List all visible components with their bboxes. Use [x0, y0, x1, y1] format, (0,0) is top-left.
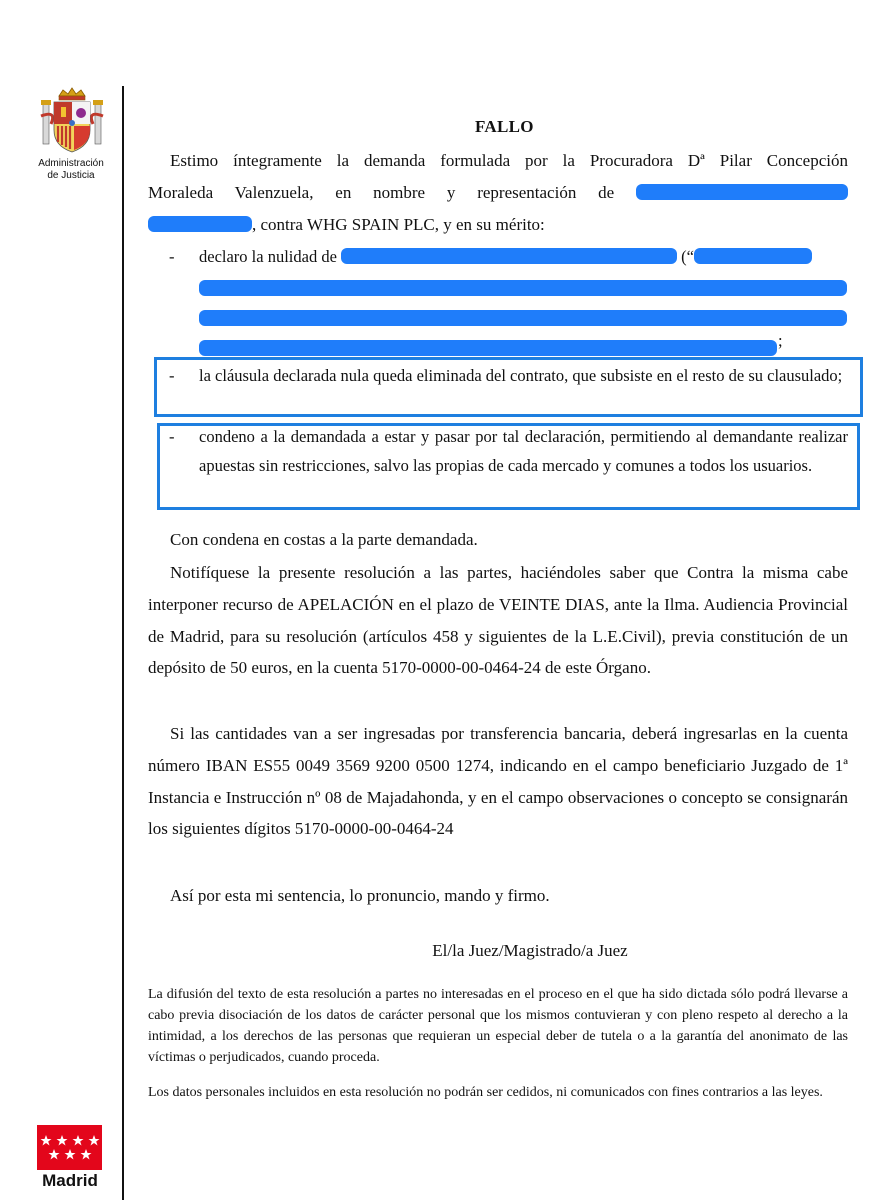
crest-label-line1: Administración [38, 158, 104, 169]
section-title: FALLO [475, 117, 534, 136]
redacted-name-cont [148, 216, 252, 232]
redacted-clause-quote [694, 248, 812, 264]
madrid-label: Madrid [42, 1171, 98, 1190]
crest-label [28, 158, 114, 182]
costas-text: Con condena en costas a la parte demandada. [170, 530, 478, 549]
list-item-clausula [148, 361, 848, 390]
opening-line-1: Estimo íntegramente la demanda formulada por la Procuradora Dª Pilar Concepción [170, 151, 848, 170]
margin-rule [122, 86, 124, 1200]
costas-paragraph [148, 524, 848, 556]
signature-line: El/la Juez/Magistrado/a Juez [432, 941, 628, 960]
coat-of-arms-logo [37, 86, 107, 156]
datos-note: Los datos personales incluidos en esta resolución no podrán ser cedidos, ni comunicados con fines contrarios a las leyes. [148, 1085, 823, 1100]
opening-paragraph [148, 145, 848, 240]
list-item-nulidad [148, 241, 848, 272]
redacted-line-2 [199, 280, 847, 296]
list-item-1-end: ; [778, 331, 783, 350]
redacted-clause [341, 248, 677, 264]
notifiquese-text: Notifíquese la presente resolución a las partes, haciéndoles saber que Contra la misma cabe interponer recurso de APELACIÓN en el plazo de VEINTE DIAS, ante la Ilma. Audiencia Provincial de Madrid, para su resolución (artículos 458 y siguientes de la L.E.Civil), previa constitución de un depósito de 50 euros, en la cuenta 5170-0000-00-0464-24 de este Órgano. [148, 563, 848, 678]
list-item-1 [148, 241, 848, 272]
redacted-name [636, 184, 848, 200]
sentencia-paragraph [148, 880, 848, 912]
list-item-2-text: la cláusula declarada nula queda eliminada del contrato, que subsiste en el resto de su clausulado; [199, 366, 843, 385]
transferencia-text: Si las cantidades van a ser ingresadas por transferencia bancaria, deberá ingresarlas en la cuenta número IBAN ES55 0049 3569 9200 0500 1274, indicando en el campo beneficiario Juzgado de 1ª Instancia e Instrucción nº 08 de Majadahonda, y en el campo observaciones o concepto se consignarán los siguientes dígitos 5170-0000-00-0464-24 [148, 724, 848, 839]
madrid-flag-logo [37, 1125, 102, 1170]
list-item-2 [148, 361, 848, 390]
transferencia-paragraph [148, 718, 848, 845]
redacted-line-3 [199, 310, 847, 326]
list-item-3-text: condeno a la demandada a estar y pasar por tal declaración, permitiendo al demandante realizar apuestas sin restricciones, salvo las propias de cada mercado y comunes a todos los usuarios. [199, 427, 848, 475]
redacted-line-4 [199, 340, 777, 356]
list-dash: - [169, 247, 175, 266]
list-item-1-tail: (“ [681, 247, 694, 266]
sentencia-text: Así por esta mi sentencia, lo pronuncio, mando y firmo. [170, 886, 550, 905]
notifiquese-paragraph [148, 557, 848, 684]
list-item-3 [148, 422, 848, 480]
opening-line-3 [148, 209, 848, 241]
list-item-condeno [148, 422, 848, 480]
list-dash: - [169, 366, 175, 385]
opening-line-2-text: Moraleda Valenzuela, en nombre y representación de [148, 182, 615, 202]
opening-line-3-text: , contra WHG SPAIN PLC, y en su mérito: [252, 214, 545, 234]
crest-label-line2: de Justicia [47, 170, 95, 181]
list-item-1-prefix: declaro la nulidad de [199, 247, 337, 266]
opening-line-2 [148, 177, 848, 209]
difusion-note: La difusión del texto de esta resolución a partes no interesadas en el proceso en el que ha sido dictada sólo podrá llevarse a cabo previa disociación de los datos de carácter personal que los mismos contuvieran y con pleno respeto al derecho a la intimidad, a los derechos de las personas que requieran un especial deber de tutela o a la garantía del anonimato de las víctimas o perjudicados, cuando proceda. [148, 987, 848, 1065]
list-dash: - [169, 427, 175, 446]
